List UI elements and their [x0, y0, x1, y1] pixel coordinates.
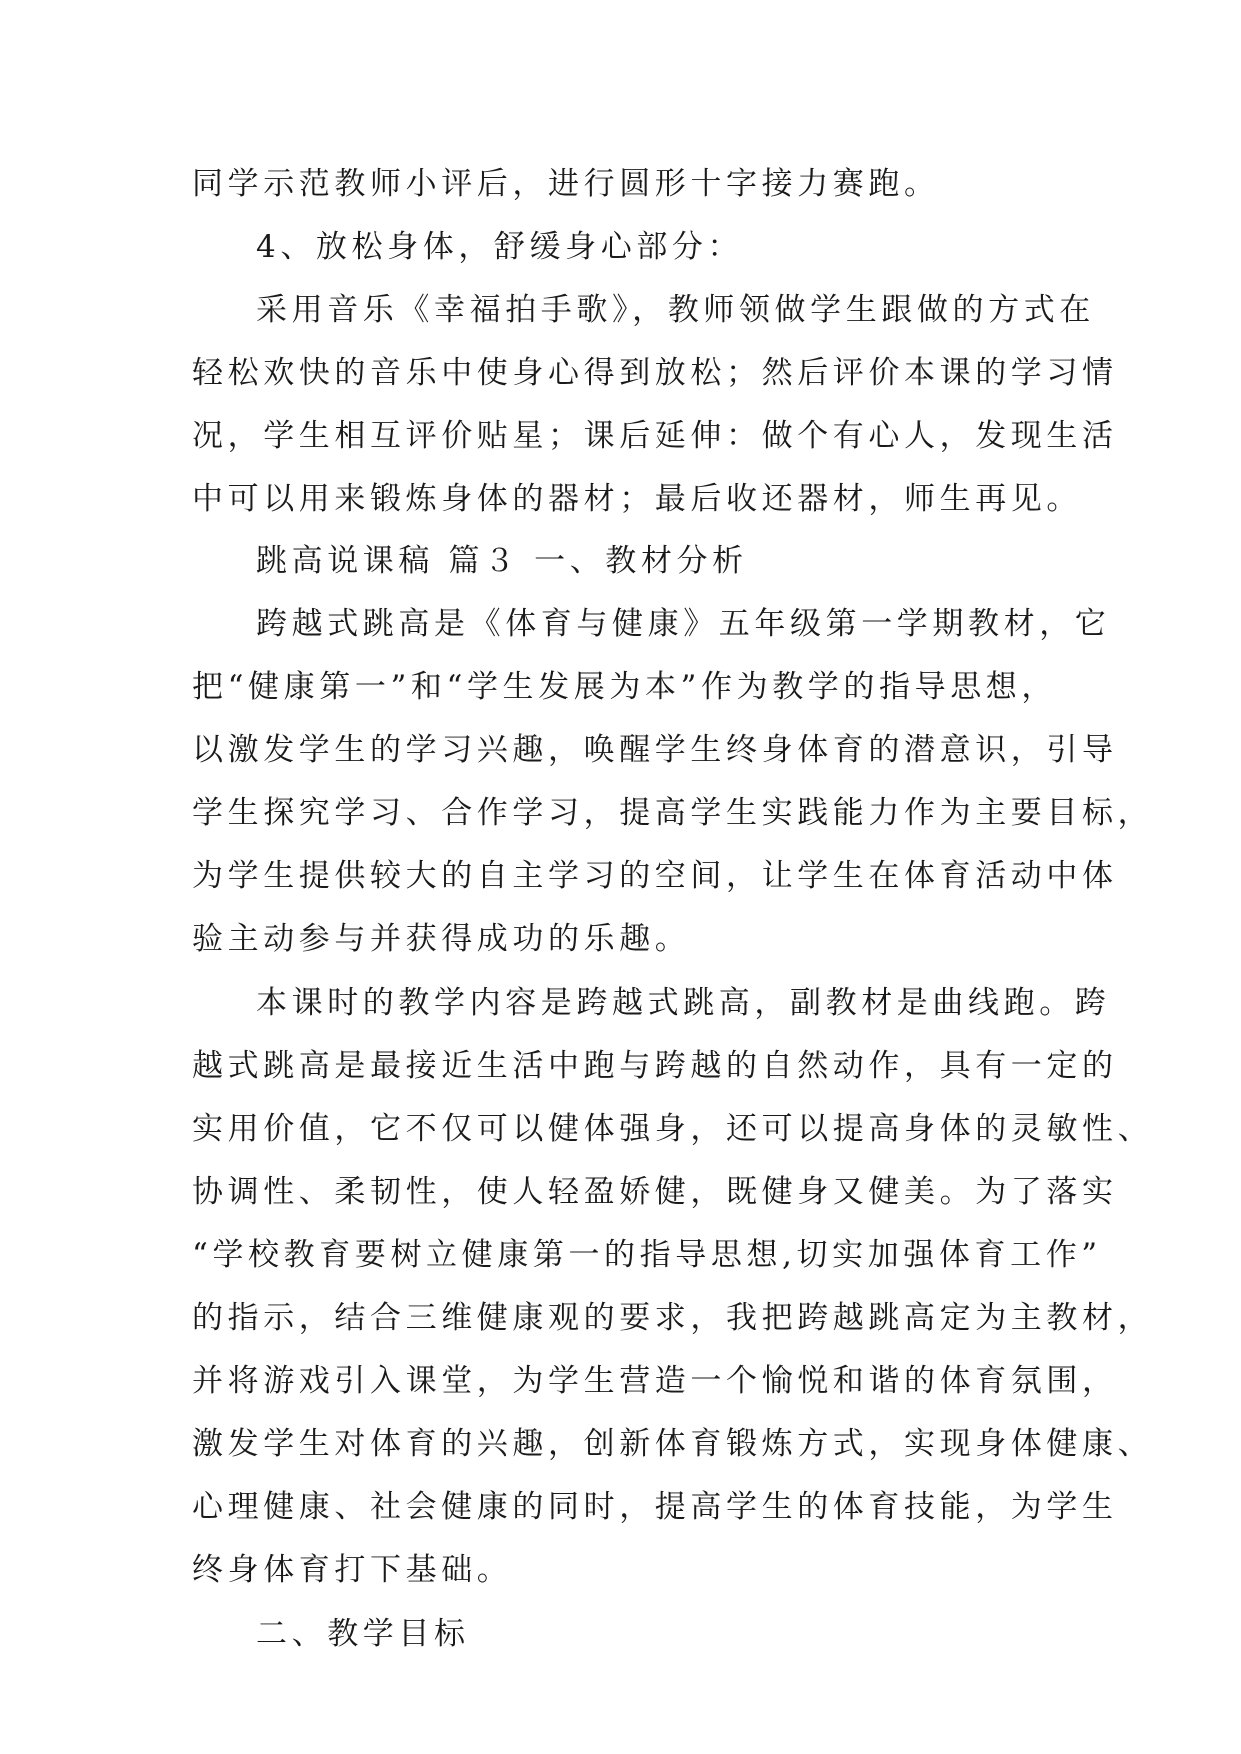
text-line-15: 越式跳高是最接近生活中跑与跨越的自然动作，具有一定的 — [192, 1048, 1118, 1084]
text-line-21: 激发学生对体育的兴趣，创新体育锻炼方式，实现身体健康、 — [192, 1426, 1154, 1462]
section-heading-objectives: 二、教学目标 — [256, 1616, 470, 1652]
text-line-19: 的指示，结合三维健康观的要求，我把跨越跳高定为主教材， — [192, 1300, 1154, 1336]
section-heading-relax: 4、放松身体，舒缓身心部分： — [256, 229, 744, 265]
text-line-16: 实用价值，它不仅可以健体强身，还可以提高身体的灵敏性、 — [192, 1111, 1154, 1147]
text-line-9: 把“健康第一”和“学生发展为本”作为教学的指导思想， — [192, 669, 1057, 705]
section-heading-part3: 跳高说课稿 篇３ 一、教材分析 — [256, 543, 748, 579]
text-line-3: 采用音乐《幸福拍手歌》，教师领做学生跟做的方式在 — [256, 292, 1095, 328]
text-line-6: 中可以用来锻炼身体的器材；最后收还器材，师生再见。 — [192, 481, 1082, 517]
text-line-20: 并将游戏引入课堂，为学生营造一个愉悦和谐的体育氛围， — [192, 1363, 1118, 1399]
text-line-10: 以激发学生的学习兴趣，唤醒学生终身体育的潜意识，引导 — [192, 732, 1118, 768]
text-line-22: 心理健康、社会健康的同时，提高学生的体育技能，为学生 — [192, 1489, 1118, 1525]
text-line-23: 终身体育打下基础。 — [192, 1552, 513, 1588]
text-line-1: 同学示范教师小评后，进行圆形十字接力赛跑。 — [192, 166, 940, 202]
text-line-11: 学生探究学习、合作学习，提高学生实践能力作为主要目标， — [192, 795, 1154, 831]
text-line-4: 轻松欢快的音乐中使身心得到放松；然后评价本课的学习情 — [192, 355, 1118, 391]
text-line-14: 本课时的教学内容是跨越式跳高，副教材是曲线跑。跨 — [256, 985, 1111, 1021]
text-line-12: 为学生提供较大的自主学习的空间，让学生在体育活动中体 — [192, 858, 1118, 894]
text-line-17: 协调性、柔韧性，使人轻盈娇健，既健身又健美。为了落实 — [192, 1174, 1118, 1210]
text-line-13: 验主动参与并获得成功的乐趣。 — [192, 921, 691, 957]
text-line-8: 跨越式跳高是《体育与健康》五年级第一学期教材，它 — [256, 606, 1111, 642]
text-line-5: 况，学生相互评价贴星；课后延伸：做个有心人，发现生活 — [192, 418, 1118, 454]
text-line-18: “学校教育要树立健康第一的指导思想,切实加强体育工作” — [192, 1237, 1102, 1273]
